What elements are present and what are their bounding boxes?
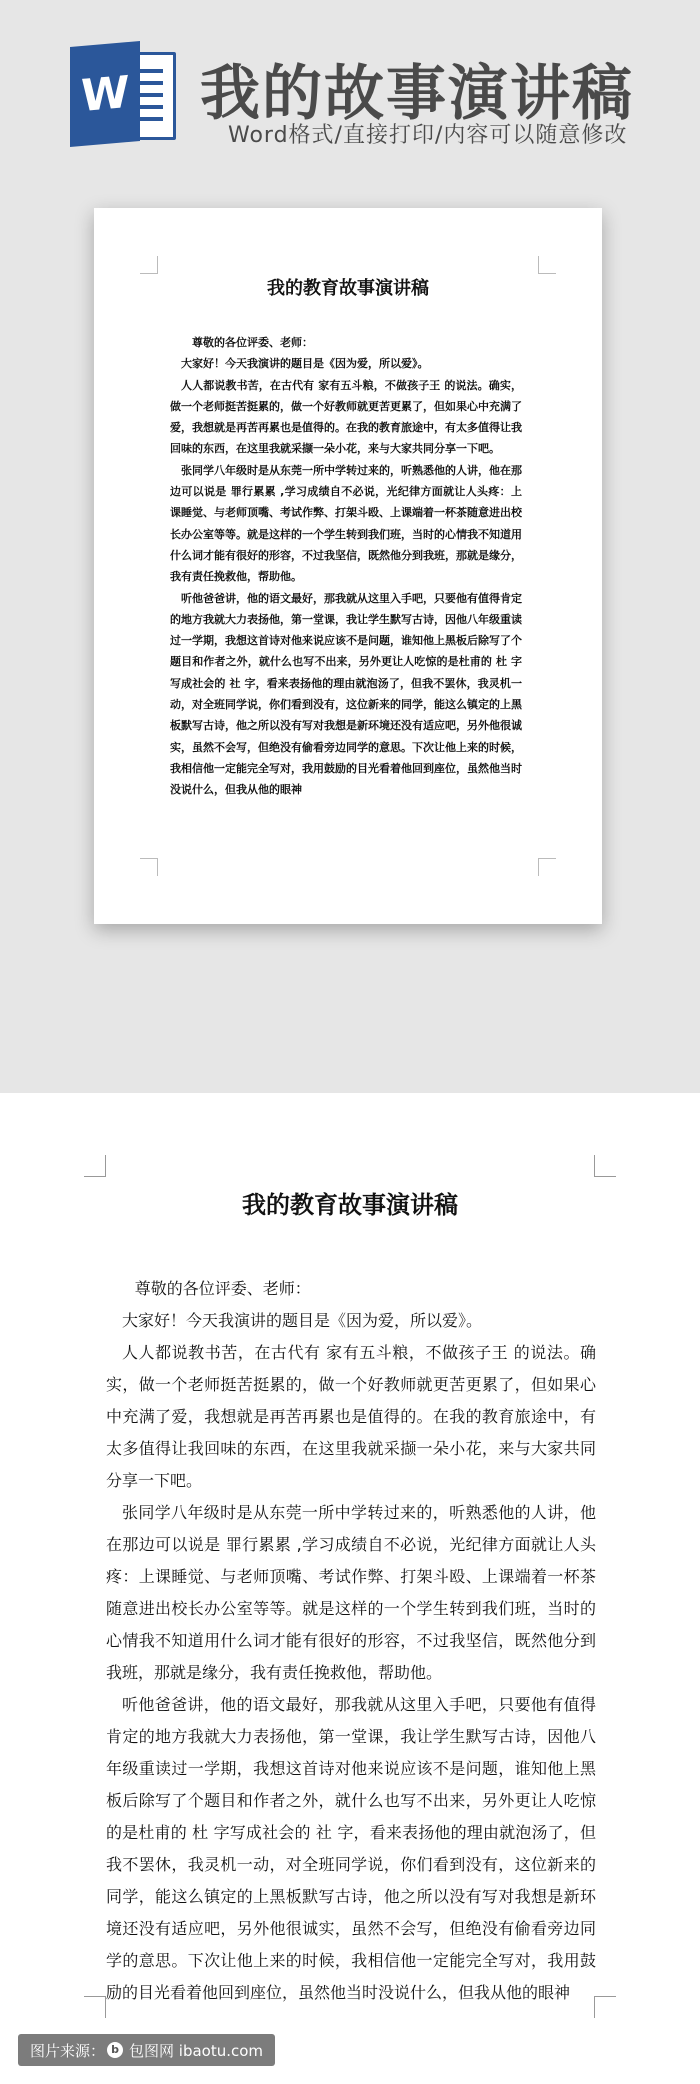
watermark-site: 包图网 ibaotu.com xyxy=(129,2041,264,2060)
paragraph: 人人都说教书苦，在古代有 家有五斗粮，不做孩子王 的说法。确实，做一个老师挺苦挺累的，做一个好教师就更苦更累了，但如果心中充满了爱，我想就是再苦再累也是值得的。在我的教育旅途中，有太多值得让我回味的东西，在这里我就采撷一朵小花，来与大家共同分享一下吧。 xyxy=(106,1343,596,1490)
watermark-prefix: 图片来源： xyxy=(30,2041,106,2060)
paragraph: 听他爸爸讲，他的语文最好，那我就从这里入手吧，只要他有值得肯定的地方我就大力表扬他，第一堂课，我让学生默写古诗，因他八年级重读过一学期，我想这首诗对他来说应该不是问题，谁知他上黑板后除写了个题目和作者之外，就什么也写不出来，另外更让人吃惊的是杜甫的 杜 字写成社会的 社 字，看来表扬他的理由就泡汤了，但我不罢休，我灵机一动，对全班同学说，你们看到没有，这位新来的同学，能这么镇定的上黑板默写古诗，他之所以没有写对我想是新环境还没有适应吧，另外他很诚实，虽然不会写，但绝没有偷看旁边同学的意思。下次让他上来的时候，我相信他一定能完全写对，我用鼓励的目光看着他回到座位，虽然他当时没说什么，但我从他的眼神 xyxy=(170,591,522,797)
word-app-icon xyxy=(70,44,178,144)
paragraph: 尊敬的各位评委、老师： xyxy=(134,1279,311,1298)
paragraph: 人人都说教书苦，在古代有 家有五斗粮，不做孩子王 的说法。确实，做一个老师挺苦挺累的，做一个好教师就更苦更累了，但如果心中充满了爱，我想就是再苦再累也是值得的。在我的教育旅途中，有太多值得让我回味的东西，在这里我就采撷一朵小花，来与大家共同分享一下吧。 xyxy=(170,378,522,456)
banner-subtitle: Word格式/直接打印/内容可以随意修改 xyxy=(228,123,628,148)
paragraph: 大家好！今天我演讲的题目是《因为爱，所以爱》。 xyxy=(122,1311,483,1330)
crop-mark-top-right xyxy=(594,1155,616,1177)
crop-mark-top-left xyxy=(84,1155,106,1177)
preview-document-body xyxy=(170,332,522,801)
document-full-page xyxy=(0,1093,700,2084)
word-letter-badge: W xyxy=(70,41,140,147)
crop-mark-top-right xyxy=(538,256,556,274)
image-source-watermark xyxy=(18,2034,275,2066)
paragraph: 听他爸爸讲，他的语文最好，那我就从这里入手吧，只要他有值得肯定的地方我就大力表扬他，第一堂课，我让学生默写古诗，因他八年级重读过一学期，我想这首诗对他来说应该不是问题，谁知他上黑板后除写了个题目和作者之外，就什么也写不出来，另外更让人吃惊的是杜甫的 杜 字写成社会的 社 字，看来表扬他的理由就泡汤了，但我不罢休，我灵机一动，对全班同学说，你们看到没有，这位新来的同学，能这么镇定的上黑板默写古诗，他之所以没有写对我想是新环境还没有适应吧，另外他很诚实，虽然不会写，但绝没有偷看旁边同学的意思。下次让他上来的时候，我相信他一定能完全写对，我用鼓励的目光看着他回到座位，虽然他当时没说什么，但我从他的眼神 xyxy=(106,1695,596,2002)
crop-mark-bottom-right xyxy=(594,1996,616,2018)
ibaotu-logo-icon: b xyxy=(107,2042,123,2058)
paragraph: 张同学八年级时是从东莞一所中学转过来的，听熟悉他的人讲，他在那边可以说是 罪行累累 ,学习成绩自不必说，光纪律方面就让人头疼：上课睡觉、与老师顶嘴、考试作弊、打架斗殴、上课端着一杯茶随意进出校长办公室等等。就是这样的一个学生转到我们班，当时的心情我不知道用什么词才能有很好的形容，不过我坚信，既然他分到我班，那就是缘分，我有责任挽救他，帮助他。 xyxy=(170,463,522,584)
document-preview-page xyxy=(94,208,602,924)
document-body xyxy=(106,1273,596,2009)
crop-mark-bottom-left xyxy=(140,858,158,876)
paragraph: 大家好！今天我演讲的题目是《因为爱，所以爱》。 xyxy=(181,357,429,371)
paragraph: 尊敬的各位评委、老师： xyxy=(192,336,313,349)
crop-mark-bottom-left xyxy=(84,1996,106,2018)
banner-title: 我的故事演讲稿 xyxy=(200,59,634,129)
crop-mark-bottom-right xyxy=(538,858,556,876)
document-title: 我的教育故事演讲稿 xyxy=(242,1190,458,1219)
preview-document-title: 我的教育故事演讲稿 xyxy=(267,278,429,299)
paragraph: 张同学八年级时是从东莞一所中学转过来的，听熟悉他的人讲，他在那边可以说是 罪行累累 ,学习成绩自不必说，光纪律方面就让人头疼：上课睡觉、与老师顶嘴、考试作弊、打架斗殴、上课端着一杯茶随意进出校长办公室等等。就是这样的一个学生转到我们班，当时的心情我不知道用什么词才能有很好的形容，不过我坚信，既然他分到我班，那就是缘分，我有责任挽救他，帮助他。 xyxy=(106,1503,596,1682)
crop-mark-top-left xyxy=(140,256,158,274)
